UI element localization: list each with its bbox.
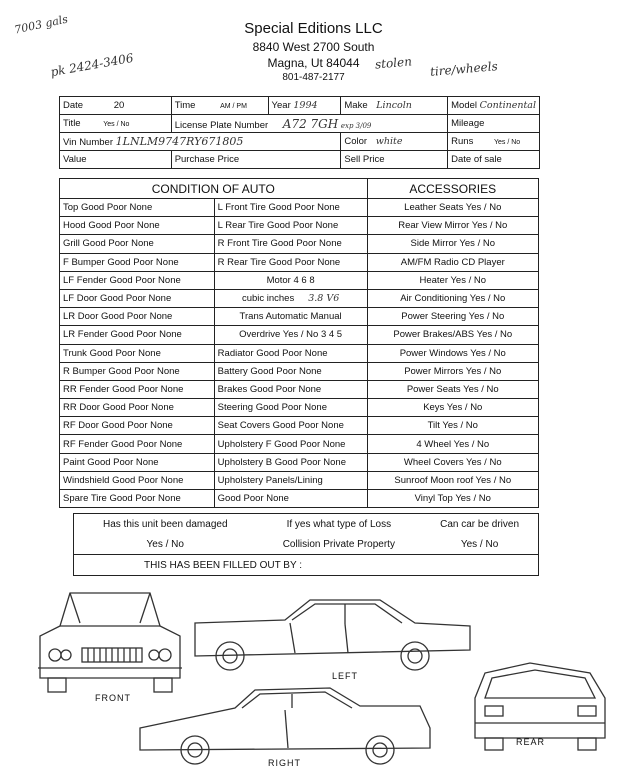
driven-answer[interactable]: Yes / No <box>460 538 499 550</box>
handwritten-note-stolen: stolen <box>374 54 413 72</box>
condition-row <box>60 253 539 271</box>
mileage-label: Mileage <box>451 118 485 129</box>
condition-row <box>60 490 539 508</box>
mechanical-condition-cell[interactable]: Upholstery Panels/Lining <box>214 471 367 489</box>
condition-row <box>60 235 539 253</box>
color-label: Color <box>344 136 368 147</box>
accessory-cell[interactable]: Power Steering Yes / No <box>367 308 538 326</box>
body-condition-cell[interactable]: R Bumper Good Poor None <box>60 362 215 380</box>
right-view-label: RIGHT <box>268 758 301 768</box>
handwritten-note-pk: pk 2424-3406 <box>49 50 135 80</box>
date-label: Date <box>63 100 84 111</box>
accessory-cell[interactable]: Rear View Mirror Yes / No <box>367 217 538 235</box>
model-value[interactable]: Continental <box>479 100 536 111</box>
make-label: Make <box>344 100 368 111</box>
right-view-sketch <box>140 688 430 764</box>
cubic-inches-label: cubic inches <box>241 293 295 305</box>
driven-question: Can car be driven <box>440 518 520 530</box>
condition-row <box>60 399 539 417</box>
am-pm: AM / PM <box>220 103 247 110</box>
sell-price-label: Sell Price <box>344 154 385 165</box>
accessory-cell[interactable]: 4 Wheel Yes / No <box>367 435 538 453</box>
mechanical-condition-cell[interactable]: Seat Covers Good Poor None <box>214 417 367 435</box>
condition-row <box>60 362 539 380</box>
condition-row <box>60 435 539 453</box>
mechanical-condition-cell[interactable]: Motor 4 6 8 <box>214 271 367 289</box>
purchase-price-label: Purchase Price <box>174 154 240 165</box>
mechanical-condition-cell[interactable]: Brakes Good Poor None <box>214 380 367 398</box>
body-condition-cell[interactable]: LR Fender Good Poor None <box>60 326 215 344</box>
body-condition-cell[interactable]: Spare Tire Good Poor None <box>60 490 215 508</box>
mechanical-condition-cell[interactable]: Battery Good Poor None <box>214 362 367 380</box>
accessory-cell[interactable]: Power Seats Yes / No <box>367 380 538 398</box>
filled-out-by: THIS HAS BEEN FILLED OUT BY : <box>74 555 539 576</box>
accessory-cell[interactable]: Keys Yes / No <box>367 399 538 417</box>
body-condition-cell[interactable]: Grill Good Poor None <box>60 235 215 253</box>
accessory-cell[interactable]: Air Conditioning Yes / No <box>367 289 538 307</box>
body-condition-cell[interactable]: Paint Good Poor None <box>60 453 215 471</box>
accessory-cell[interactable]: Wheel Covers Yes / No <box>367 453 538 471</box>
plate-label: License Plate Number <box>174 119 269 131</box>
runs-yes-no[interactable]: Yes / No <box>493 139 521 146</box>
mechanical-condition-cell[interactable]: Overdrive Yes / No 3 4 5 <box>214 326 367 344</box>
title-yes-no[interactable]: Yes / No <box>103 121 130 128</box>
mechanical-condition-cell[interactable]: L Front Tire Good Poor None <box>214 199 367 217</box>
body-condition-cell[interactable]: LF Fender Good Poor None <box>60 271 215 289</box>
mechanical-condition-cell[interactable]: Trans Automatic Manual <box>214 308 367 326</box>
date-of-sale-label: Date of sale <box>451 154 502 165</box>
vin-value[interactable]: 1LNLM9747RY671805 <box>115 135 244 148</box>
condition-title: CONDITION OF AUTO <box>60 179 368 199</box>
mechanical-condition-cell[interactable]: Good Poor None <box>214 490 367 508</box>
address-line-2: Magna, Ut 84044 <box>267 56 360 70</box>
damaged-answer[interactable]: Yes / No <box>146 538 184 550</box>
body-condition-cell[interactable]: LF Door Good Poor None <box>60 289 215 307</box>
plate-note: exp 3/09 <box>340 121 372 130</box>
handwritten-note-tires: tire/wheels <box>429 59 499 79</box>
body-condition-cell[interactable]: RF Door Good Poor None <box>60 417 215 435</box>
vin-label: Vin Number <box>63 137 113 148</box>
mechanical-condition-cell[interactable]: Radiator Good Poor None <box>214 344 367 362</box>
make-value[interactable]: Lincoln <box>376 100 412 111</box>
mechanical-condition-cell[interactable]: R Rear Tire Good Poor None <box>214 253 367 271</box>
mechanical-condition-cell[interactable]: L Rear Tire Good Poor None <box>214 217 367 235</box>
accessory-cell[interactable]: Power Brakes/ABS Yes / No <box>367 326 538 344</box>
body-condition-cell[interactable]: F Bumper Good Poor None <box>60 253 215 271</box>
accessory-cell[interactable]: Power Mirrors Yes / No <box>367 362 538 380</box>
body-condition-cell[interactable]: RR Fender Good Poor None <box>60 380 215 398</box>
cubic-inches-value[interactable]: 3.8 V6 <box>308 293 340 305</box>
condition-row <box>60 308 539 326</box>
accessory-cell[interactable]: Heater Yes / No <box>367 271 538 289</box>
year-label: Year <box>271 100 291 111</box>
body-condition-cell[interactable]: Trunk Good Poor None <box>60 344 215 362</box>
condition-row <box>60 471 539 489</box>
condition-row <box>60 326 539 344</box>
accessory-cell[interactable]: Vinyl Top Yes / No <box>367 490 538 508</box>
accessory-cell[interactable]: Side Mirror Yes / No <box>367 235 538 253</box>
left-view-label: LEFT <box>332 671 359 681</box>
mechanical-condition-cell[interactable]: Steering Good Poor None <box>214 399 367 417</box>
condition-row <box>60 217 539 235</box>
damage-section <box>73 513 539 576</box>
loss-type-answer[interactable]: Collision Private Property <box>282 538 395 550</box>
loss-type-question: If yes what type of Loss <box>286 518 392 530</box>
condition-row <box>60 271 539 289</box>
condition-row <box>60 417 539 435</box>
mechanical-condition-cell[interactable]: Upholstery F Good Poor None <box>214 435 367 453</box>
condition-row <box>60 380 539 398</box>
accessory-cell[interactable]: Sunroof Moon roof Yes / No <box>367 471 538 489</box>
body-condition-cell[interactable]: Top Good Poor None <box>60 199 215 217</box>
front-view-sketch <box>38 593 182 692</box>
value-label: Value <box>63 154 87 165</box>
company-name: Special Editions LLC <box>244 20 383 37</box>
condition-row <box>60 344 539 362</box>
title-label: Title <box>63 118 81 129</box>
accessory-cell[interactable]: Power Windows Yes / No <box>367 344 538 362</box>
address-line-1: 8840 West 2700 South <box>252 40 375 54</box>
accessory-cell[interactable]: Tilt Yes / No <box>367 417 538 435</box>
runs-label: Runs <box>451 136 474 147</box>
body-condition-cell[interactable]: RF Fender Good Poor None <box>60 435 215 453</box>
color-value[interactable]: white <box>375 136 403 147</box>
body-condition-cell[interactable]: Hood Good Poor None <box>60 217 215 235</box>
condition-table <box>59 178 539 508</box>
date-year-prefix: 20 <box>113 100 125 111</box>
mechanical-condition-cell[interactable]: R Front Tire Good Poor None <box>214 235 367 253</box>
accessories-title: ACCESSORIES <box>367 179 538 199</box>
phone: 801-487-2177 <box>282 72 345 83</box>
condition-row <box>60 289 539 307</box>
time-label: Time <box>174 100 196 111</box>
mechanical-condition-cell[interactable] <box>214 289 367 307</box>
accessory-cell[interactable]: AM/FM Radio CD Player <box>367 253 538 271</box>
condition-row <box>60 453 539 471</box>
body-condition-cell[interactable]: RR Door Good Poor None <box>60 399 215 417</box>
body-condition-cell[interactable]: LR Door Good Poor None <box>60 308 215 326</box>
model-label: Model <box>451 100 478 111</box>
condition-row <box>60 199 539 217</box>
year-value[interactable]: 1994 <box>293 100 318 111</box>
body-condition-cell[interactable]: Windshield Good Poor None <box>60 471 215 489</box>
mechanical-condition-cell[interactable]: Upholstery B Good Poor None <box>214 453 367 471</box>
vehicle-info-table <box>59 96 540 169</box>
left-view-sketch <box>195 600 470 670</box>
accessory-cell[interactable]: Leather Seats Yes / No <box>367 199 538 217</box>
front-view-label: FRONT <box>95 693 131 703</box>
rear-view-label: REAR <box>516 737 546 747</box>
plate-value[interactable]: A72 7GH <box>282 116 339 131</box>
handwritten-note-gals: 7003 gals <box>13 12 70 37</box>
damaged-question: Has this unit been damaged <box>102 518 228 530</box>
